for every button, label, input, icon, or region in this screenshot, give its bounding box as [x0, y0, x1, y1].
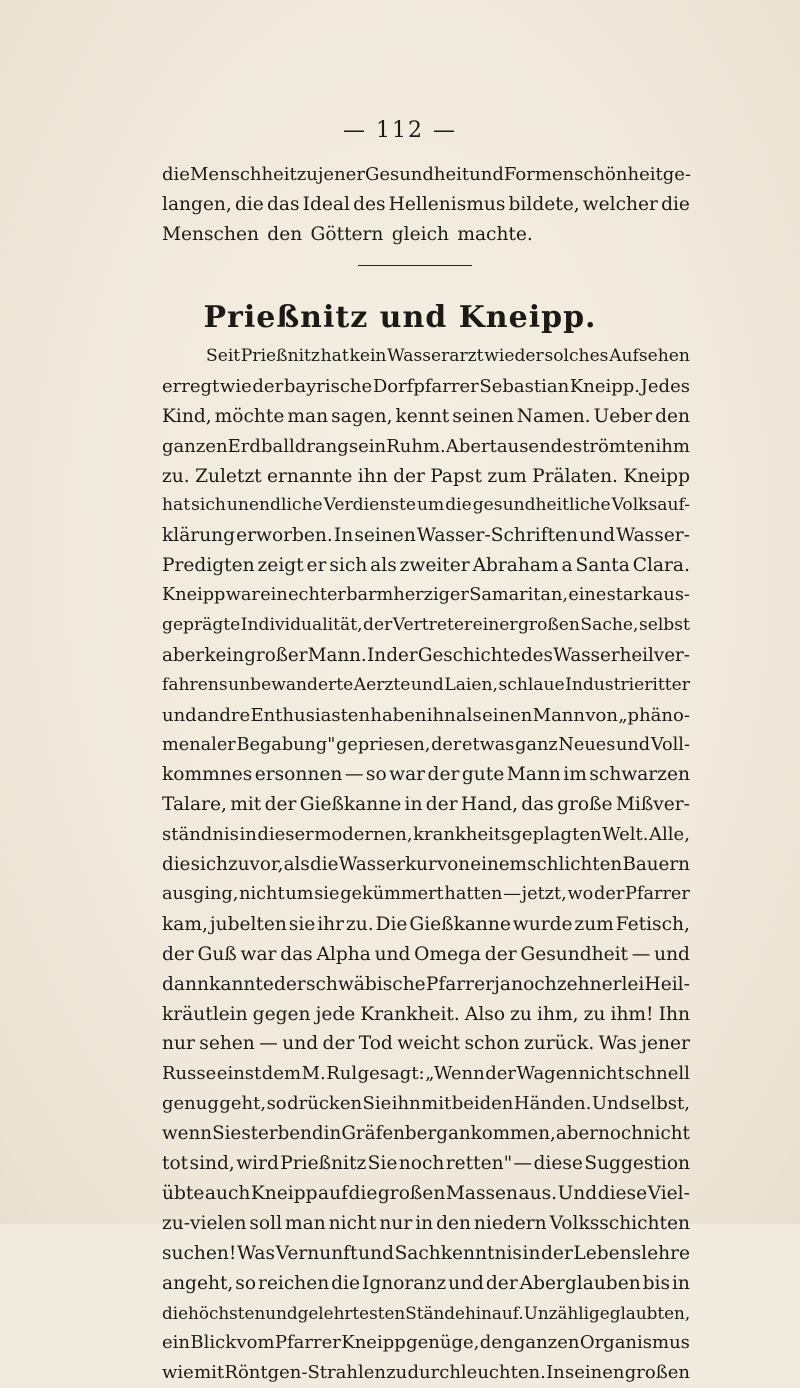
text-line: Russe einst dem M. Rul gesagt: „Wenn der Wagen nicht schnell	[162, 1063, 690, 1085]
text-line: übte auch Kneipp auf die großen Massen aus. Und diese Viel-	[162, 1182, 690, 1204]
text-line: wenn Sie sterbend in Gräfenberg ankommen, aber noch nicht	[162, 1123, 690, 1145]
text-line: menaler Begabung" gepriesen, der etwas ganz Neues und Voll-	[162, 734, 690, 755]
text-line: hat sich unendliche Verdienste um die gesundheitliche Volksauf-	[162, 495, 690, 516]
text-line: erregt wie der bayrische Dorfpfarrer Sebastian Kneipp. Jedes	[162, 375, 690, 397]
text-line: der Guß war das Alpha und Omega der Gesundheit — und	[162, 943, 690, 965]
text-line: tot sind, wird Prießnitz Sie noch retten" — diese Suggestion	[162, 1153, 690, 1175]
text-line: kräutlein gegen jede Krankheit. Also zu ihm, zu ihm! Ihn	[162, 1003, 690, 1025]
text-line: aber kein großer Mann. In der Geschichte des Wasserheilver-	[162, 644, 690, 666]
text-line: kommnes ersonnen — so war der gute Mann im schwarzen	[162, 764, 690, 786]
text-line: zu-vielen soll man nicht nur in den niedern Volksschichten	[162, 1212, 690, 1234]
text-line: Menschen den Göttern gleich machte.	[162, 223, 533, 245]
text-line: wie mit Röntgen-Strahlen zu durchleuchten. In seinen großen	[162, 1362, 690, 1384]
text-line: zu. Zuletzt ernannte ihn der Papst zum Prälaten. Kneipp	[162, 465, 690, 487]
text-line: langen, die das Ideal des Hellenismus bildete, welcher die	[162, 193, 690, 215]
text-line: genug geht, so drücken Sie ihn mit beiden Händen. Und selbst,	[162, 1093, 690, 1115]
intro-paragraph	[162, 160, 690, 250]
text-line: ein Blick vom Pfarrer Kneipp genüge, den ganzen Organismus	[162, 1332, 690, 1354]
text-line: suchen! Was Vernunft und Sachkenntnis in der Lebenslehre	[162, 1242, 690, 1264]
text-line: Talare, mit der Gießkanne in der Hand, das große Mißver-	[162, 794, 690, 816]
text-line: ständnis in dieser modernen, krankheitsgeplagten Welt. Alle,	[162, 824, 690, 846]
text-line: Kneipp war ein echter barmherziger Samaritan, eine stark aus-	[162, 585, 690, 606]
text-line: geprägte Individualität, der Vertreter einer großen Sache, selbst	[162, 615, 690, 636]
text-line: kam, jubelten sie ihr zu. Die Gießkanne wurde zum Fetisch,	[162, 913, 690, 935]
text-line: Seit Prießnitz hat kein Wasserarzt wieder solches Aufsehen	[206, 346, 690, 366]
text-line: angeht, so reichen die Ignoranz und der Aberglauben bis in	[162, 1272, 690, 1294]
section-heading: Prießnitz und Kneipp.	[203, 300, 597, 335]
text-line: ganzen Erdball drang sein Ruhm. Abertausende strömten ihm	[162, 435, 690, 457]
text-line: dann kannte der schwäbische Pfarrer ja noch zehnerlei Heil-	[162, 973, 690, 995]
body-paragraph	[162, 342, 690, 1388]
text-line: nur sehen — und der Tod weicht schon zurück. Was jener	[162, 1033, 690, 1055]
text-line: ausging, nicht um sie gekümmert hatten — jetzt, wo der Pfarrer	[162, 884, 690, 905]
text-line: die sich zuvor, als die Wasserkur von einem schlichten Bauern	[162, 854, 690, 876]
text-line: die höchsten und gelehrtesten Stände hinauf. Unzählige glaubten,	[162, 1302, 691, 1323]
text-line: Kind, möchte man sagen, kennt seinen Namen. Ueber den	[162, 405, 690, 427]
text-line: fahrens unbewanderte Aerzte und Laien, schlaue Industrieritter	[162, 674, 690, 695]
section-divider	[358, 265, 472, 266]
text-line: und andre Enthusiasten haben ihn als einen Mann von „phäno-	[162, 704, 690, 726]
text-line: Predigten zeigt er sich als zweiter Abraham a Santa Clara.	[162, 555, 690, 577]
text-line: klärung erworben. In seinen Wasser-Schriften und Wasser-	[162, 525, 690, 547]
page-number: — 112 —	[343, 118, 457, 143]
text-line: die Menschheit zu jener Gesundheit und Formenschönheit ge-	[162, 164, 691, 185]
